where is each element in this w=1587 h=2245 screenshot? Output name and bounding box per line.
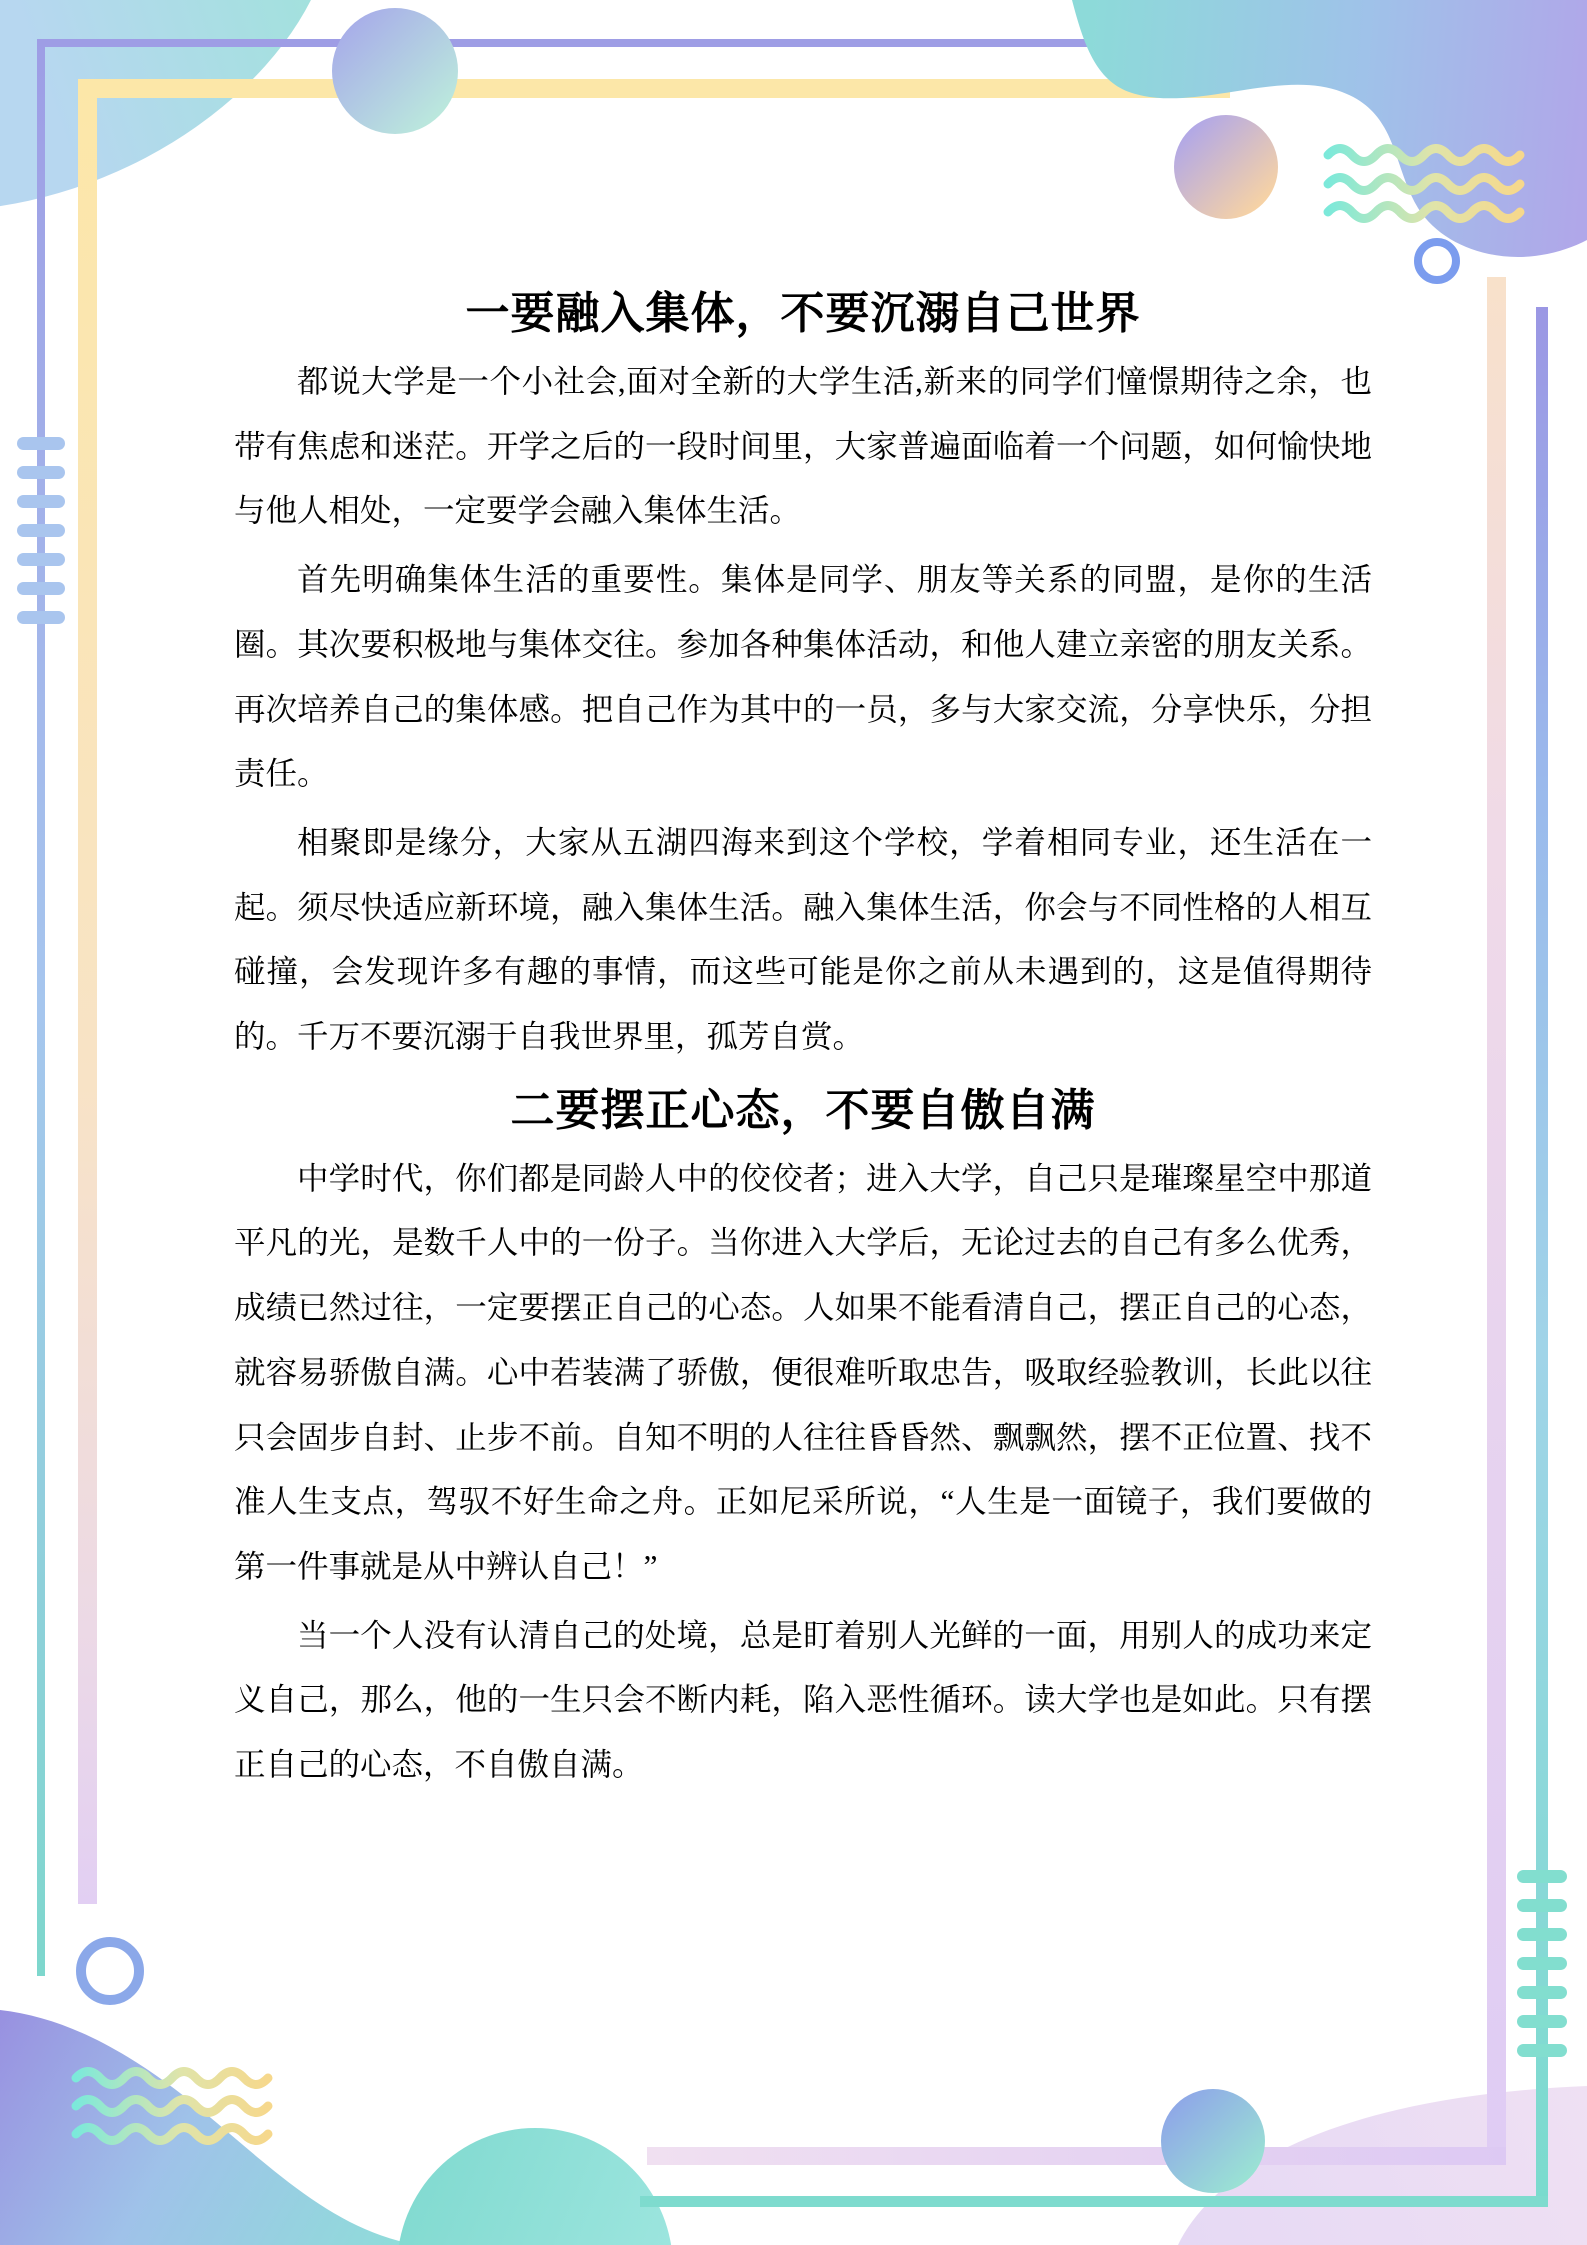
frame-top-outer xyxy=(37,39,1192,47)
section1-paragraph-3: 相聚即是缘分，大家从五湖四海来到这个学校，学着相同专业，还生活在一起。须尽快适应新环境，融入集体生活。融入集体生活，你会与不同性格的人相互碰撞，会发现许多有趣的事情，而这些可能是你之前从未遇到的，这是值得期待的。千万不要沉溺于自我世界里，孤芳自赏。 xyxy=(234,824,1372,1055)
blob-bottom-dome xyxy=(397,2128,673,2245)
section2-paragraph-2: 当一个人没有认清自己的处境，总是盯着别人光鲜的一面，用别人的成功来定义自己，那么，他的一生只会不断内耗，陷入恶性循环。读大学也是如此。只有摆正自己的心态，不自傲自满。 xyxy=(234,1617,1372,1783)
section2-title: 二要摆正心态，不要自傲自满 xyxy=(510,1085,1096,1135)
section1-title: 一要融入集体，不要沉溺自己世界 xyxy=(465,289,1141,338)
frame-left-outer xyxy=(37,39,45,1976)
section1-paragraph-2: 首先明确集体生活的重要性。集体是同学、朋友等关系的同盟，是你的生活圈。其次要积极地与集体交往。参加各种集体活动，和他人建立亲密的朋友关系。再次培养自己的集体感。把自己作为其中的一员，多与大家交流，分享快乐，分担责任。 xyxy=(234,562,1372,792)
ring-bottom-left xyxy=(81,1942,139,2000)
blob-bottom-left xyxy=(0,2010,418,2245)
frame-left-inner xyxy=(78,79,97,1904)
frame-right-inner xyxy=(1487,277,1506,2165)
gradient-circle-top-right xyxy=(1174,115,1278,219)
ring-top-right xyxy=(1418,242,1456,280)
frame-bottom-inner xyxy=(647,2147,1506,2165)
frame-right-outer xyxy=(1536,307,1548,2207)
document-body xyxy=(234,281,1372,1798)
gradient-circle-bottom-right xyxy=(1161,2089,1265,2193)
frame-bottom-outer xyxy=(640,2196,1548,2207)
frame-top-inner xyxy=(78,79,1230,98)
gradient-circle-top-left xyxy=(332,8,458,134)
section1-paragraph-1: 都说大学是一个小社会,面对全新的大学生活,新来的同学们憧憬期待之余，也带有焦虑和迷茫。开学之后的一段时间里，大家普遍面临着一个问题，如何愉快地与他人相处，一定要学会融入集体生活。 xyxy=(234,364,1372,529)
section2-paragraph-1: 中学时代，你们都是同龄人中的佼佼者；进入大学，自己只是璀璨星空中那道平凡的光，是数千人中的一份子。当你进入大学后，无论过去的自己有多么优秀，成绩已然过往，一定要摆正自己的心态。人如果不能看清自己，摆正自己的心态，就容易骄傲自满。心中若装满了骄傲，便很难听取忠告，吸取经验教训，长此以往只会固步自封、止步不前。自知不明的人往往昏昏然、飘飘然，摆不正位置、找不准人生支点，驾驭不好生命之舟。正如尼采所说，“人生是一面镜子，我们要做的第一件事就是从中辨认自己！” xyxy=(234,1160,1372,1584)
